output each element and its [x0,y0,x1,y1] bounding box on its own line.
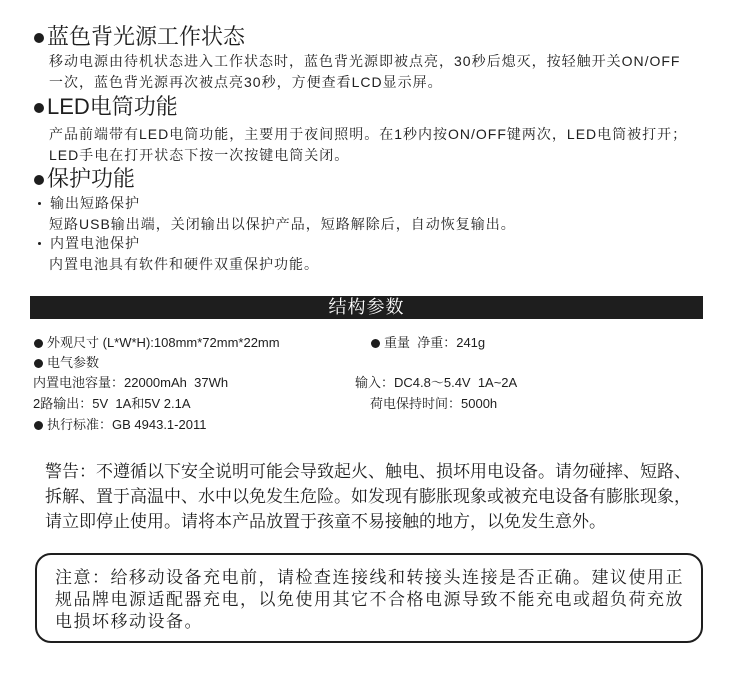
section-heading-protection: 保护功能 [47,166,136,191]
spec-electrical-heading: 电气参数 [47,355,100,370]
notice-box [35,553,703,643]
body-text-line: 一次，蓝色背光源再次被点亮30秒，方便查看LCD显示屏。 [49,74,443,90]
bullet-icon [371,339,380,348]
specs-title: 结构参数 [328,297,405,317]
warning-text-line: 请立即停止使用。请将本产品放置于孩童不易接触的地方，以免发生意外。 [45,512,606,531]
body-text-line: 移动电源由待机状态进入工作状态时，蓝色背光源即被点亮，30秒后熄灭，按轻触开关ON/OFF [49,53,681,69]
bullet-icon [34,359,43,368]
warning-text-line: 拆解、置于高温中、水中以免发生危险。如发现有膨胀现象或被充电设备有膨胀现象， [45,487,691,506]
notice-text-line: 电损坏移动设备。 [55,612,203,631]
notice-text-line: 规品牌电源适配器充电，以免使用其它不合格电源导致不能充电或超负荷充放 [55,590,684,609]
bullet-icon [34,421,43,430]
section-heading-backlight: 蓝色背光源工作状态 [47,24,246,49]
body-text-line: LED手电在打开状态下按一次按键电筒关闭。 [49,147,350,163]
specs-title-bar [30,296,703,319]
sub-item-text: 内置电池具有软件和硬件双重保护功能。 [49,256,319,272]
spec-weight: 重量 净重：241g [384,335,486,350]
bullet-icon [34,103,44,113]
spec-retention: 荷电保持时间：5000h [370,396,498,411]
spec-capacity: 内置电池容量：22000mAh 37Wh [33,375,229,390]
spec-output: 2路输出：5V 1A和5V 2.1A [33,396,191,411]
sub-bullet-icon [38,202,41,205]
spec-dimensions: 外观尺寸 (L*W*H):108mm*72mm*22mm [47,335,280,350]
sub-bullet-icon [38,242,41,245]
sub-item-title: 输出短路保护 [50,195,140,211]
body-text-line: 产品前端带有LED电筒功能，主要用于夜间照明。在1秒内按ON/OFF键两次，LED电筒被打开； [49,126,688,142]
bullet-icon [34,33,44,43]
spec-standard: 执行标准：GB 4943.1-2011 [47,417,207,432]
section-heading-led: LED电筒功能 [47,94,178,119]
spec-input: 输入：DC4.8～5.4V 1A~2A [355,375,518,390]
sub-item-text: 短路USB输出端，关闭输出以保护产品，短路解除后，自动恢复输出。 [49,216,516,232]
notice-text-line: 注意：给移动设备充电前，请检查连接线和转接头连接是否正确。建议使用正 [55,568,684,587]
bullet-icon [34,339,43,348]
bullet-icon [34,175,44,185]
warning-text-line: 警告：不遵循以下安全说明可能会导致起火、触电、损坏用电设备。请勿碰摔、短路、 [45,462,691,481]
sub-item-title: 内置电池保护 [50,235,140,251]
